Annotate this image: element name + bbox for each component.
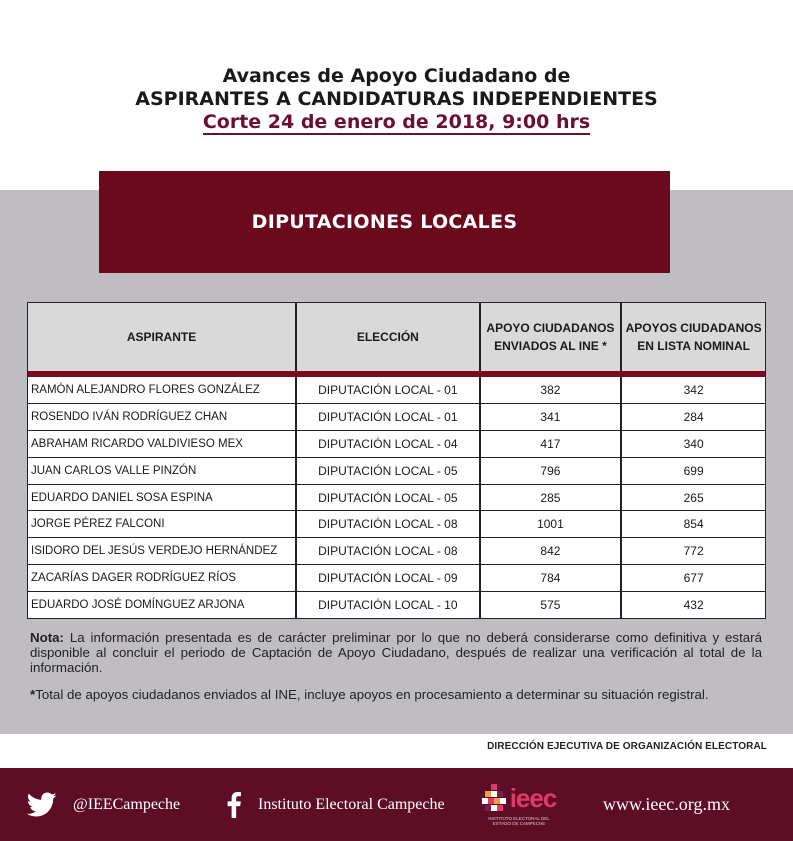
cell-aspirante: ABRAHAM RICARDO VALDIVIESO MEX [28,431,296,458]
cell-lista-nominal: 677 [621,565,765,592]
cell-aspirante: ROSENDO IVÁN RODRÍGUEZ CHAN [28,404,296,431]
cell-enviados: 417 [480,431,622,458]
table-row [28,377,765,404]
cell-eleccion: DIPUTACIÓN LOCAL - 08 [296,511,479,538]
header [0,0,793,190]
cell-eleccion: DIPUTACIÓN LOCAL - 04 [296,431,479,458]
cell-eleccion: DIPUTACIÓN LOCAL - 01 [296,377,479,404]
website-link[interactable]: www.ieec.org.mx [603,794,730,814]
cell-eleccion: DIPUTACIÓN LOCAL - 05 [296,457,479,484]
col-header-lista-nominal: APOYOS CIUDADANOS EN LISTA NOMINAL [621,303,765,371]
nota-text: La información presentada es de carácter preliminar por lo que no deberá considerarse como definitiva y estará disponible al concluir el periodo de Captación de Apoyo Ciudadano, después de realizar una verificación al total de la información. [30,630,762,675]
table-row [28,565,765,592]
cell-enviados: 575 [480,591,622,618]
twitter-icon [27,792,57,818]
cell-lista-nominal: 772 [621,538,765,565]
cell-eleccion: DIPUTACIÓN LOCAL - 09 [296,565,479,592]
notes [30,630,762,714]
title-line-2: ASPIRANTES A CANDIDATURAS INDEPENDIENTES [135,88,658,110]
table-row [28,431,765,458]
cell-enviados: 285 [480,484,622,511]
twitter-link[interactable] [27,768,180,841]
table-row [28,591,765,618]
title-line-1: Avances de Apoyo Ciudadano de [222,65,571,87]
cell-aspirante: ZACARÍAS DAGER RODRÍGUEZ RÍOS [28,565,296,592]
cell-lista-nominal: 342 [683,383,704,398]
cell-aspirante: JUAN CARLOS VALLE PINZÓN [28,457,296,484]
cell-eleccion: DIPUTACIÓN LOCAL - 08 [296,538,479,565]
cell-eleccion: DIPUTACIÓN LOCAL - 10 [296,591,479,618]
nota-paragraph [30,630,762,675]
facebook-link[interactable] [222,768,445,841]
cell-enviados: 784 [480,565,622,592]
cell-lista-nominal: 432 [621,591,765,618]
cell-lista-nominal: 699 [621,457,765,484]
asterisk-paragraph: *Total de apoyos ciudadanos enviados al INE, incluye apoyos en procesamiento a determinar su situación registral. [30,687,709,702]
cell-aspirante: ISIDORO DEL JESÚS VERDEJO HERNÁNDEZ [28,538,296,565]
table-row [28,538,765,565]
cell-eleccion: DIPUTACIÓN LOCAL - 05 [296,484,479,511]
cell-lista-nominal: 854 [621,511,765,538]
cell-enviados: 796 [480,457,622,484]
table-row [28,404,765,431]
cell-lista-nominal: 340 [621,431,765,458]
col-header-enviados: APOYO CIUDADANOS ENVIADOS AL INE * [480,303,622,371]
col-header-aspirante: ASPIRANTE [28,303,296,371]
nota-label: Nota: [30,630,64,645]
cell-aspirante: JORGE PÉREZ FALCONI [28,511,296,538]
col-header-eleccion: ELECCIÓN [296,303,479,371]
asterisk-text: Total de apoyos ciudadanos enviados al INE, incluye apoyos en procesamiento a determinar su situación registral. [35,687,709,702]
ieec-emblem-icon [482,784,506,814]
cell-enviados: 382 [480,377,622,404]
cell-enviados: 1001 [480,511,622,538]
cell-lista-nominal: 284 [621,404,765,431]
section-title: DIPUTACIONES LOCALES [251,211,518,233]
cutoff-date: Corte 24 de enero de 2018, 9:00 hrs [202,111,591,133]
results-table [27,302,766,619]
footer [0,768,793,841]
ieec-logo-text: ieec [509,783,557,813]
department-label: DIRECCIÓN EJECUTIVA DE ORGANIZACIÓN ELECTORAL [487,741,767,752]
section-banner [99,171,670,273]
twitter-handle: @IEECampeche [73,795,181,813]
cell-aspirante: EDUARDO JOSÉ DOMÍNGUEZ ARJONA [28,591,296,618]
table-row [28,511,765,538]
table-row [28,484,765,511]
cell-aspirante: EDUARDO DANIEL SOSA ESPINA [28,484,296,511]
cell-enviados: 341 [480,404,622,431]
table-row [28,457,765,484]
ieec-logo [479,768,559,841]
facebook-name: Instituto Electoral Campeche [258,795,445,813]
cell-aspirante: RAMÓN ALEJANDRO FLORES GONZÁLEZ [28,377,296,404]
ieec-logo-subtitle: INSTITUTO ELECTORAL DEL ESTADO DE CAMPECHE [488,816,550,826]
cell-eleccion: DIPUTACIÓN LOCAL - 01 [296,404,479,431]
cell-enviados: 842 [480,538,622,565]
cell-lista-nominal: 265 [621,484,765,511]
facebook-icon [222,792,246,818]
